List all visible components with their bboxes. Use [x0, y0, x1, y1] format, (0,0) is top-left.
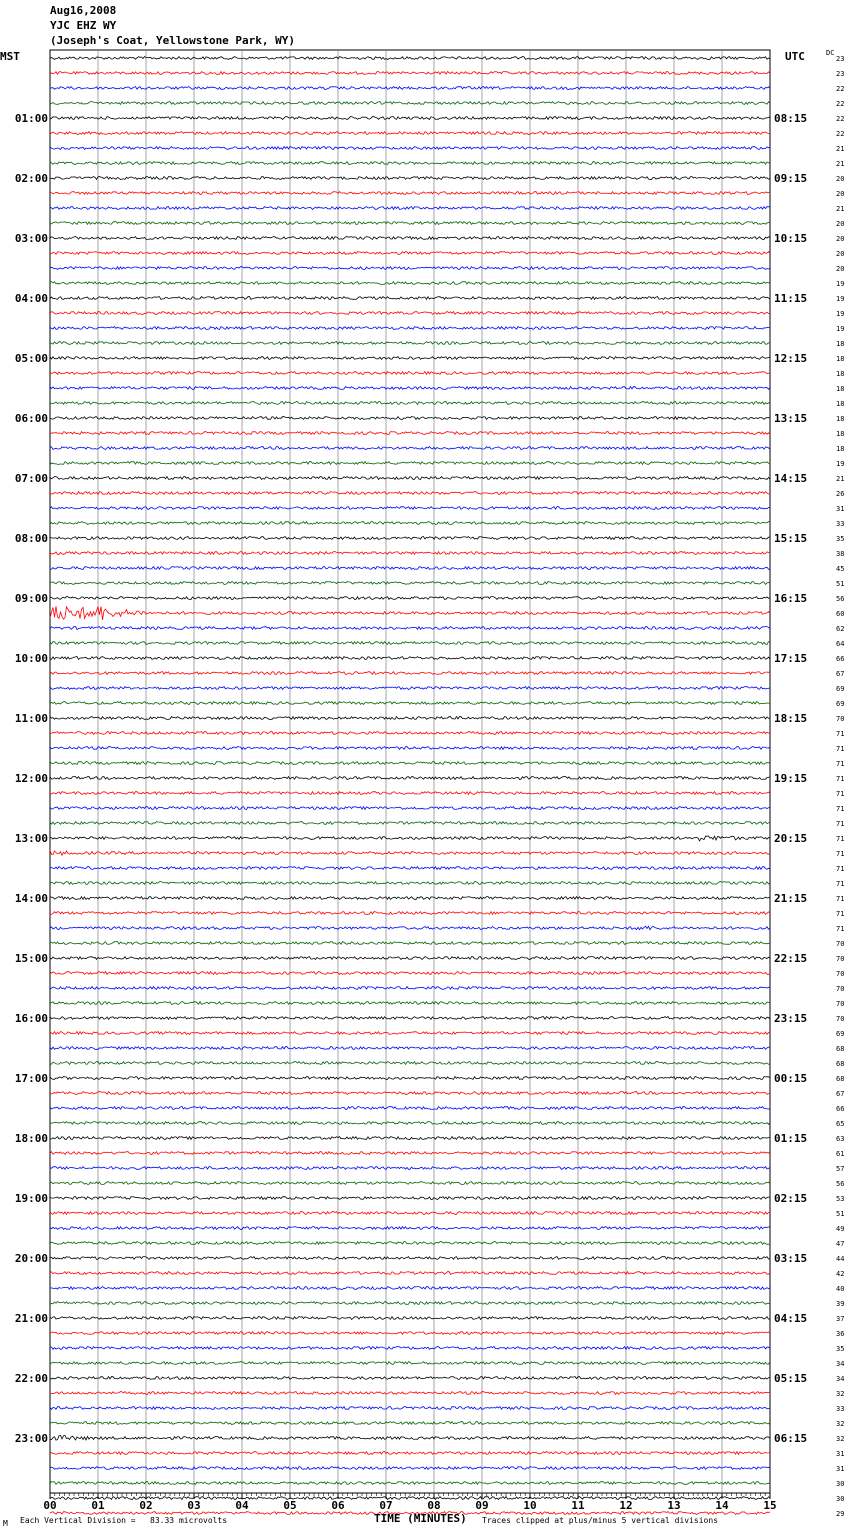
trace-row — [50, 1227, 770, 1230]
utc-hour-label: 01:15 — [774, 1132, 808, 1145]
trace-row — [50, 387, 770, 390]
trace-row — [50, 537, 770, 540]
dc-value-label: 20 — [836, 220, 845, 228]
dc-value-label: 71 — [836, 865, 845, 873]
dc-value-label: 19 — [836, 295, 845, 303]
dc-value-label: 30 — [836, 1495, 845, 1503]
dc-value-label: 70 — [836, 715, 845, 723]
trace-row — [50, 1436, 770, 1441]
dc-value-label: 21 — [836, 160, 845, 168]
division-note: Each Vertical Division = 83.33 microvolts — [20, 1516, 228, 1525]
trace-row — [50, 1332, 770, 1335]
trace-row — [50, 1392, 770, 1395]
trace-row — [50, 1242, 770, 1245]
dc-value-label: 68 — [836, 1075, 845, 1083]
x-tick-label: 03 — [187, 1499, 201, 1512]
utc-hour-label: 05:15 — [774, 1372, 808, 1385]
dc-value-label: 64 — [836, 640, 845, 648]
dc-value-label: 18 — [836, 355, 845, 363]
trace-row — [50, 267, 770, 270]
dc-value-label: 19 — [836, 310, 845, 318]
dc-value-label: 68 — [836, 1045, 845, 1053]
mst-hour-label: 02:00 — [14, 172, 48, 185]
dc-value-label: 18 — [836, 400, 845, 408]
dc-value-label: 61 — [836, 1150, 845, 1158]
dc-value-label: 22 — [836, 130, 845, 138]
trace-row — [50, 762, 770, 765]
trace-row — [50, 717, 770, 720]
mst-hour-label: 21:00 — [14, 1312, 48, 1325]
dc-value-label: 70 — [836, 970, 845, 978]
utc-hour-label: 00:15 — [774, 1072, 808, 1085]
dc-value-label: 71 — [836, 775, 845, 783]
trace-row — [50, 1377, 770, 1380]
dc-value-label: 32 — [836, 1435, 845, 1443]
trace-row — [50, 1362, 770, 1365]
dc-value-label: 21 — [836, 205, 845, 213]
mst-hour-label: 11:00 — [14, 712, 48, 725]
trace-row — [50, 1197, 770, 1200]
trace-row — [50, 836, 770, 841]
dc-value-label: 71 — [836, 835, 845, 843]
dc-value-label: 40 — [836, 1285, 845, 1293]
trace-row — [50, 447, 770, 450]
utc-hour-label: 10:15 — [774, 232, 808, 245]
trace-row — [50, 1497, 770, 1500]
x-tick-label: 14 — [715, 1499, 729, 1512]
x-tick-label: 12 — [619, 1499, 633, 1512]
trace-row — [50, 177, 770, 180]
x-tick-label: 09 — [475, 1499, 489, 1512]
trace-row — [50, 252, 770, 255]
dc-column-title: DC — [826, 49, 835, 57]
dc-value-label: 49 — [836, 1225, 845, 1233]
trace-row — [50, 777, 770, 780]
trace-row — [50, 327, 770, 330]
trace-row — [50, 522, 770, 525]
trace-row — [50, 987, 770, 990]
x-tick-label: 00 — [43, 1499, 57, 1512]
dc-value-label: 19 — [836, 460, 845, 468]
dc-value-label: 47 — [836, 1240, 845, 1248]
mst-hour-label: 13:00 — [14, 832, 48, 845]
mst-hour-label: 17:00 — [14, 1072, 48, 1085]
utc-hour-label: 06:15 — [774, 1432, 808, 1445]
trace-row — [50, 582, 770, 585]
trace-row — [50, 1317, 770, 1320]
trace-row — [50, 1092, 770, 1095]
trace-row — [50, 72, 770, 75]
dc-value-label: 56 — [836, 1180, 845, 1188]
dc-value-label: 71 — [836, 895, 845, 903]
trace-row — [50, 1017, 770, 1020]
utc-hour-label: 03:15 — [774, 1252, 808, 1265]
trace-row — [50, 1152, 770, 1155]
trace-row — [50, 282, 770, 285]
dc-value-label: 57 — [836, 1165, 845, 1173]
trace-row — [50, 432, 770, 435]
dc-value-label: 66 — [836, 655, 845, 663]
utc-hour-label: 21:15 — [774, 892, 808, 905]
trace-row — [50, 342, 770, 345]
x-tick-label: 07 — [379, 1499, 393, 1512]
utc-hour-label: 08:15 — [774, 112, 808, 125]
x-tick-label: 04 — [235, 1499, 249, 1512]
mst-hour-label: 08:00 — [14, 532, 48, 545]
trace-row — [50, 672, 770, 675]
trace-row — [50, 507, 770, 510]
utc-hour-label: 13:15 — [774, 412, 808, 425]
dc-value-label: 68 — [836, 1060, 845, 1068]
trace-row — [50, 1107, 770, 1110]
dc-value-label: 42 — [836, 1270, 845, 1278]
dc-value-label: 34 — [836, 1375, 845, 1383]
mst-hour-label: 01:00 — [14, 112, 48, 125]
trace-row — [50, 462, 770, 465]
trace-row — [50, 417, 770, 420]
trace-row — [50, 1167, 770, 1170]
trace-row — [50, 1407, 770, 1410]
trace-row — [50, 972, 770, 975]
trace-row — [50, 147, 770, 150]
dc-value-label: 35 — [836, 535, 845, 543]
dc-value-label: 51 — [836, 1210, 845, 1218]
dc-value-label: 39 — [836, 1300, 845, 1308]
utc-hour-label: 04:15 — [774, 1312, 808, 1325]
trace-row — [50, 1047, 770, 1050]
trace-row — [50, 1287, 770, 1290]
dc-value-label: 38 — [836, 550, 845, 558]
dc-value-label: 44 — [836, 1255, 845, 1263]
x-tick-label: 15 — [763, 1499, 777, 1512]
trace-row — [50, 606, 770, 620]
mst-hour-label: 12:00 — [14, 772, 48, 785]
x-tick-label: 06 — [331, 1499, 345, 1512]
mst-hour-label: 03:00 — [14, 232, 48, 245]
trace-row — [50, 207, 770, 210]
dc-value-label: 34 — [836, 1360, 845, 1368]
trace-row — [50, 957, 770, 960]
trace-row — [50, 732, 770, 735]
trace-row — [50, 297, 770, 300]
trace-row — [50, 1062, 770, 1065]
trace-row — [50, 1077, 770, 1080]
dc-value-label: 22 — [836, 100, 845, 108]
dc-value-label: 19 — [836, 280, 845, 288]
trace-row — [50, 57, 770, 60]
dc-value-label: 23 — [836, 70, 845, 78]
dc-value-label: 22 — [836, 115, 845, 123]
x-tick-label: 11 — [571, 1499, 585, 1512]
mst-hour-label: 15:00 — [14, 952, 48, 965]
dc-value-label: 35 — [836, 1345, 845, 1353]
trace-row — [50, 1452, 770, 1455]
trace-row — [50, 627, 770, 630]
dc-value-label: 21 — [836, 145, 845, 153]
dc-value-label: 51 — [836, 580, 845, 588]
trace-row — [50, 1212, 770, 1215]
dc-value-label: 67 — [836, 1090, 845, 1098]
mst-hour-label: 04:00 — [14, 292, 48, 305]
dc-value-label: 62 — [836, 625, 845, 633]
dc-value-label: 30 — [836, 1480, 845, 1488]
dc-value-label: 20 — [836, 235, 845, 243]
trace-row — [50, 1257, 770, 1260]
trace-row — [50, 567, 770, 570]
dc-value-label: 21 — [836, 475, 845, 483]
mst-hour-label: 20:00 — [14, 1252, 48, 1265]
trace-row — [50, 237, 770, 240]
dc-value-label: 22 — [836, 85, 845, 93]
dc-value-label: 65 — [836, 1120, 845, 1128]
utc-hour-label: 18:15 — [774, 712, 808, 725]
dc-value-label: 66 — [836, 1105, 845, 1113]
dc-value-label: 45 — [836, 565, 845, 573]
trace-row — [50, 102, 770, 105]
dc-value-label: 70 — [836, 1000, 845, 1008]
dc-value-label: 20 — [836, 250, 845, 258]
trace-row — [50, 1002, 770, 1005]
mst-hour-label: 16:00 — [14, 1012, 48, 1025]
dc-value-label: 71 — [836, 880, 845, 888]
trace-row — [50, 402, 770, 405]
dc-value-label: 18 — [836, 385, 845, 393]
utc-hour-label: 16:15 — [774, 592, 808, 605]
trace-row — [50, 477, 770, 480]
trace-row — [50, 1302, 770, 1305]
corner-mark: M — [3, 1519, 8, 1528]
trace-row — [50, 807, 770, 810]
dc-value-label: 37 — [836, 1315, 845, 1323]
mst-hour-label: 19:00 — [14, 1192, 48, 1205]
trace-row — [50, 850, 770, 855]
dc-value-label: 18 — [836, 445, 845, 453]
dc-value-label: 31 — [836, 505, 845, 513]
trace-row — [50, 1467, 770, 1470]
trace-row — [50, 897, 770, 900]
mst-hour-label: 06:00 — [14, 412, 48, 425]
dc-value-label: 36 — [836, 1330, 845, 1338]
mst-hour-label: 23:00 — [14, 1432, 48, 1445]
trace-row — [50, 702, 770, 705]
trace-row — [50, 1347, 770, 1350]
trace-row — [50, 372, 770, 375]
trace-row — [50, 312, 770, 315]
dc-value-label: 71 — [836, 790, 845, 798]
station-location: (Joseph's Coat, Yellowstone Park, WY) — [50, 34, 296, 47]
trace-row — [50, 1032, 770, 1035]
plot-date: Aug16,2008 — [50, 4, 117, 17]
dc-value-label: 70 — [836, 955, 845, 963]
clipping-note: Traces clipped at plus/minus 5 vertical divisions — [482, 1516, 719, 1525]
utc-hour-label: 20:15 — [774, 832, 808, 845]
dc-value-label: 23 — [836, 55, 845, 63]
utc-hour-label: 14:15 — [774, 472, 808, 485]
trace-row — [50, 926, 770, 930]
dc-value-label: 56 — [836, 595, 845, 603]
utc-hour-label: 09:15 — [774, 172, 808, 185]
x-tick-label: 02 — [139, 1499, 153, 1512]
dc-value-label: 70 — [836, 1015, 845, 1023]
dc-value-label: 26 — [836, 490, 845, 498]
dc-value-label: 69 — [836, 1030, 845, 1038]
utc-axis-title: UTC — [785, 50, 805, 63]
trace-row — [50, 792, 770, 795]
dc-value-label: 70 — [836, 940, 845, 948]
trace-row — [50, 192, 770, 195]
trace-row — [50, 822, 770, 825]
trace-row — [50, 1482, 770, 1485]
dc-value-label: 32 — [836, 1420, 845, 1428]
mst-hour-label: 18:00 — [14, 1132, 48, 1145]
mst-hour-label: 09:00 — [14, 592, 48, 605]
utc-hour-label: 17:15 — [774, 652, 808, 665]
dc-value-label: 71 — [836, 925, 845, 933]
dc-value-label: 71 — [836, 745, 845, 753]
trace-row — [50, 882, 770, 885]
dc-value-label: 19 — [836, 325, 845, 333]
dc-value-label: 71 — [836, 820, 845, 828]
dc-value-label: 70 — [836, 985, 845, 993]
trace-row — [50, 687, 770, 690]
x-tick-label: 08 — [427, 1499, 441, 1512]
dc-value-label: 31 — [836, 1450, 845, 1458]
trace-row — [50, 867, 770, 870]
utc-hour-label: 02:15 — [774, 1192, 808, 1205]
utc-hour-label: 22:15 — [774, 952, 808, 965]
dc-value-label: 31 — [836, 1465, 845, 1473]
trace-row — [50, 492, 770, 495]
mst-hour-label: 14:00 — [14, 892, 48, 905]
trace-row — [50, 1122, 770, 1125]
x-tick-label: 10 — [523, 1499, 537, 1512]
trace-row — [50, 1272, 770, 1275]
dc-value-label: 29 — [836, 1510, 845, 1518]
trace-row — [50, 657, 770, 660]
x-axis-title: TIME (MINUTES) — [374, 1512, 467, 1525]
trace-row — [50, 162, 770, 165]
dc-value-label: 71 — [836, 805, 845, 813]
trace-row — [50, 1137, 770, 1140]
trace-row — [50, 747, 770, 750]
dc-value-label: 71 — [836, 850, 845, 858]
utc-hour-label: 15:15 — [774, 532, 808, 545]
dc-value-label: 71 — [836, 910, 845, 918]
dc-value-label: 71 — [836, 760, 845, 768]
trace-row — [50, 642, 770, 645]
dc-value-label: 67 — [836, 670, 845, 678]
trace-row — [50, 117, 770, 120]
dc-value-label: 63 — [836, 1135, 845, 1143]
trace-row — [50, 87, 770, 90]
dc-value-label: 18 — [836, 430, 845, 438]
station-code: YJC EHZ WY — [50, 19, 117, 32]
dc-value-label: 71 — [836, 730, 845, 738]
utc-hour-label: 11:15 — [774, 292, 808, 305]
dc-value-label: 18 — [836, 340, 845, 348]
trace-row — [50, 597, 770, 600]
dc-value-label: 33 — [836, 1405, 845, 1413]
x-tick-label: 13 — [667, 1499, 681, 1512]
trace-row — [50, 222, 770, 225]
dc-value-label: 32 — [836, 1390, 845, 1398]
mst-hour-label: 10:00 — [14, 652, 48, 665]
trace-row — [50, 357, 770, 360]
trace-row — [50, 132, 770, 135]
dc-value-label: 33 — [836, 520, 845, 528]
dc-value-label: 60 — [836, 610, 845, 618]
x-tick-label: 05 — [283, 1499, 297, 1512]
trace-row — [50, 1422, 770, 1425]
dc-value-label: 53 — [836, 1195, 845, 1203]
trace-row — [50, 942, 770, 945]
utc-hour-label: 23:15 — [774, 1012, 808, 1025]
dc-value-label: 18 — [836, 370, 845, 378]
dc-value-label: 69 — [836, 700, 845, 708]
trace-row — [50, 1182, 770, 1185]
dc-value-label: 20 — [836, 190, 845, 198]
mst-axis-title: MST — [0, 50, 20, 63]
dc-value-label: 20 — [836, 175, 845, 183]
trace-row — [50, 552, 770, 555]
trace-row — [50, 912, 770, 915]
dc-value-label: 69 — [836, 685, 845, 693]
utc-hour-label: 12:15 — [774, 352, 808, 365]
mst-hour-label: 05:00 — [14, 352, 48, 365]
dc-value-label: 20 — [836, 265, 845, 273]
dc-value-label: 18 — [836, 415, 845, 423]
mst-hour-label: 22:00 — [14, 1372, 48, 1385]
x-tick-label: 01 — [91, 1499, 105, 1512]
mst-hour-label: 07:00 — [14, 472, 48, 485]
utc-hour-label: 19:15 — [774, 772, 808, 785]
